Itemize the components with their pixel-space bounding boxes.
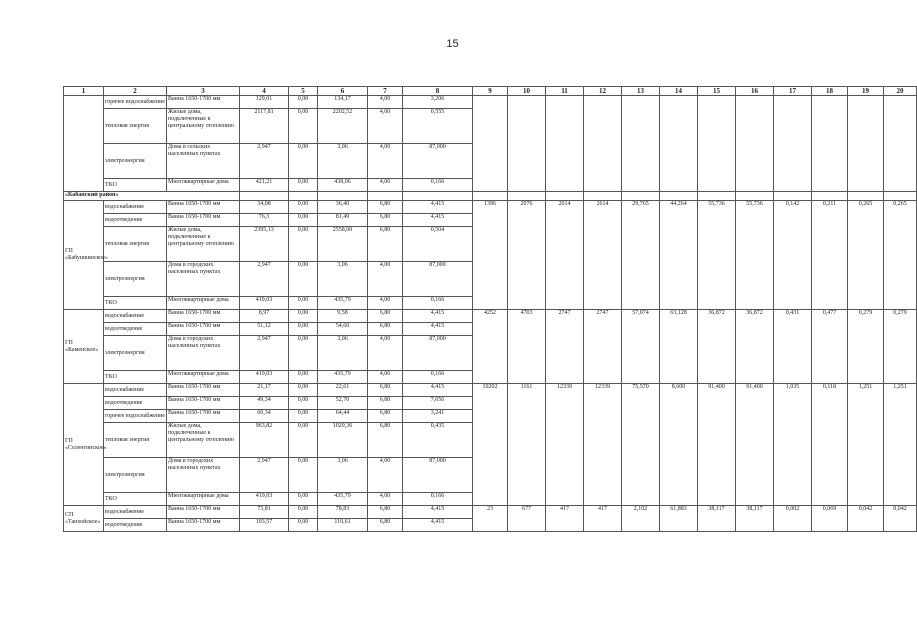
column-header: 13 xyxy=(622,87,660,96)
value-cell: 0,00 xyxy=(289,144,318,179)
table-cell xyxy=(403,192,473,201)
value-cell: 4,415 xyxy=(403,506,473,519)
stat-cell: 12339 xyxy=(584,384,622,506)
column-header: 14 xyxy=(660,87,698,96)
value-cell: 0,00 xyxy=(289,397,318,410)
value-cell: 6,80 xyxy=(368,310,403,323)
stat-cell: 2076 xyxy=(508,201,546,310)
value-cell: 0,00 xyxy=(289,384,318,397)
column-header: 20 xyxy=(884,87,917,96)
table-cell xyxy=(546,192,584,201)
column-header: 18 xyxy=(812,87,848,96)
stat-cell xyxy=(622,96,660,192)
value-cell: 6,80 xyxy=(368,323,403,336)
value-cell: 22,61 xyxy=(318,384,368,397)
stat-cell xyxy=(884,96,917,192)
value-cell: 0,00 xyxy=(289,371,318,384)
value-cell: 438,06 xyxy=(318,179,368,192)
value-cell: 3,06 xyxy=(318,144,368,179)
value-cell: 4,00 xyxy=(368,109,403,144)
stat-cell: 63,128 xyxy=(660,310,698,384)
value-cell: 3,06 xyxy=(318,262,368,297)
service-cell: водоотведение xyxy=(104,323,167,336)
stat-cell: 1161 xyxy=(508,384,546,506)
settlement-name: ГП «Бабушкинское» xyxy=(64,201,104,310)
service-cell: ТКО xyxy=(104,371,167,384)
consumer-cell: Многоквартирные дома xyxy=(167,371,240,384)
table-cell xyxy=(698,192,736,201)
consumer-cell: Ванна 1650-1700 мм xyxy=(167,519,240,532)
value-cell: 54,60 xyxy=(318,323,368,336)
stat-cell: 0,118 xyxy=(812,384,848,506)
value-cell: 6,80 xyxy=(368,506,403,519)
value-cell: 0,00 xyxy=(289,323,318,336)
value-cell: 0,00 xyxy=(289,227,318,262)
consumer-cell: Дома в городских населенных пунктах xyxy=(167,458,240,493)
table-row xyxy=(64,506,917,519)
value-cell: 4,00 xyxy=(368,371,403,384)
stat-cell: 4252 xyxy=(473,310,508,384)
stat-cell: 61,883 xyxy=(660,506,698,532)
value-cell: 6,80 xyxy=(368,201,403,214)
consumer-cell: Жилые дома, подключенные к центральному отоплению xyxy=(167,109,240,144)
stat-cell: 0,265 xyxy=(884,201,917,310)
stat-cell: 0,042 xyxy=(884,506,917,532)
column-header: 8 xyxy=(403,87,473,96)
header-row xyxy=(64,87,917,96)
table-row xyxy=(64,201,917,214)
value-cell: 3,06 xyxy=(318,458,368,493)
stat-cell: 38,117 xyxy=(698,506,736,532)
service-cell: водоснабжение xyxy=(104,310,167,323)
service-cell: ТКО xyxy=(104,493,167,506)
column-header: 4 xyxy=(240,87,289,96)
service-cell: тепловая энергия xyxy=(104,109,167,144)
stat-cell: 1,251 xyxy=(884,384,917,506)
service-cell: водоснабжение xyxy=(104,201,167,214)
value-cell: 0,00 xyxy=(289,493,318,506)
service-cell: водоотведение xyxy=(104,519,167,532)
column-header: 16 xyxy=(736,87,774,96)
value-cell: 0,166 xyxy=(403,297,473,310)
value-cell: 76,3 xyxy=(240,214,289,227)
value-cell: 6,80 xyxy=(368,410,403,423)
value-cell: 87,000 xyxy=(403,336,473,371)
value-cell: 7,656 xyxy=(403,397,473,410)
page-number: 15 xyxy=(446,38,459,50)
region-name: «Кабанский район» xyxy=(64,192,240,201)
table-cell xyxy=(318,192,368,201)
value-cell: 6,80 xyxy=(368,384,403,397)
value-cell: 0,00 xyxy=(289,519,318,532)
consumer-cell: Ванна 1650-1700 мм xyxy=(167,397,240,410)
value-cell: 4,415 xyxy=(403,310,473,323)
value-cell: 87,000 xyxy=(403,262,473,297)
value-cell: 4,00 xyxy=(368,179,403,192)
table-cell xyxy=(508,192,546,201)
value-cell: 6,80 xyxy=(368,214,403,227)
service-cell: ТКО xyxy=(104,297,167,310)
table-cell xyxy=(240,192,289,201)
value-cell: 2,947 xyxy=(240,336,289,371)
stat-cell: 2747 xyxy=(546,310,584,384)
value-cell: 0,166 xyxy=(403,493,473,506)
stat-cell: 0,265 xyxy=(848,201,884,310)
value-cell: 0,166 xyxy=(403,179,473,192)
stat-cell: 36,872 xyxy=(698,310,736,384)
stat-cell: 0,279 xyxy=(884,310,917,384)
stat-cell xyxy=(508,96,546,192)
value-cell: 419,03 xyxy=(240,493,289,506)
value-cell: 3,06 xyxy=(318,336,368,371)
column-header: 7 xyxy=(368,87,403,96)
value-cell: 0,00 xyxy=(289,96,318,109)
consumer-cell: Многоквартирные дома xyxy=(167,297,240,310)
stat-cell: 2614 xyxy=(584,201,622,310)
value-cell: 0,435 xyxy=(403,423,473,458)
service-cell: электроэнергия xyxy=(104,336,167,371)
value-cell: 4,415 xyxy=(403,323,473,336)
stat-cell: 1396 xyxy=(473,201,508,310)
settlement-name: СП «Танхойское» xyxy=(64,506,104,532)
stat-cell: 57,074 xyxy=(622,310,660,384)
column-header: 17 xyxy=(774,87,812,96)
consumer-cell: Ванна 1650-1700 мм xyxy=(167,310,240,323)
stat-cell xyxy=(660,96,698,192)
stat-cell xyxy=(584,96,622,192)
service-cell: водоснабжение xyxy=(104,506,167,519)
column-header: 1 xyxy=(64,87,104,96)
value-cell: 4,00 xyxy=(368,144,403,179)
table-cell xyxy=(584,192,622,201)
stat-cell: 0,477 xyxy=(812,310,848,384)
stat-cell: 2747 xyxy=(584,310,622,384)
stat-cell: 38,117 xyxy=(736,506,774,532)
consumer-cell: Дома в городских населенных пунктах xyxy=(167,262,240,297)
settlement-name: ГП «Каменское» xyxy=(64,310,104,384)
value-cell: 6,80 xyxy=(368,397,403,410)
value-cell: 52,70 xyxy=(318,397,368,410)
stat-cell xyxy=(736,96,774,192)
stat-cell: 75,570 xyxy=(622,384,660,506)
value-cell: 435,79 xyxy=(318,297,368,310)
value-cell: 36,40 xyxy=(318,201,368,214)
column-header: 15 xyxy=(698,87,736,96)
service-cell: электроэнергия xyxy=(104,458,167,493)
value-cell: 963,82 xyxy=(240,423,289,458)
value-cell: 51,12 xyxy=(240,323,289,336)
stat-cell: 0,431 xyxy=(774,310,812,384)
table-cell xyxy=(736,192,774,201)
value-cell: 4,415 xyxy=(403,214,473,227)
stat-cell: 0,069 xyxy=(812,506,848,532)
consumer-cell: Многоквартирные дома xyxy=(167,179,240,192)
table-cell xyxy=(884,192,917,201)
settlement-cell xyxy=(64,96,104,192)
table-row xyxy=(64,310,917,323)
column-header: 19 xyxy=(848,87,884,96)
value-cell: 9,58 xyxy=(318,310,368,323)
stat-cell: 2,102 xyxy=(622,506,660,532)
stat-cell: 55,736 xyxy=(698,201,736,310)
service-cell: тепловая энергия xyxy=(104,227,167,262)
consumer-cell: Многоквартирные дома xyxy=(167,493,240,506)
consumer-cell: Дома в городских населенных пунктах xyxy=(167,336,240,371)
column-header: 6 xyxy=(318,87,368,96)
value-cell: 0,00 xyxy=(289,336,318,371)
stat-cell: 2614 xyxy=(546,201,584,310)
consumer-cell: Ванна 1650-1700 мм xyxy=(167,384,240,397)
value-cell: 49,34 xyxy=(240,397,289,410)
value-cell: 103,57 xyxy=(240,519,289,532)
value-cell: 78,83 xyxy=(318,506,368,519)
value-cell: 4,00 xyxy=(368,262,403,297)
column-header: 2 xyxy=(104,87,167,96)
service-cell: водоотведение xyxy=(104,214,167,227)
stat-cell xyxy=(473,96,508,192)
value-cell: 0,00 xyxy=(289,410,318,423)
value-cell: 0,00 xyxy=(289,297,318,310)
service-cell: тепловая энергия xyxy=(104,423,167,458)
value-cell: 419,03 xyxy=(240,371,289,384)
value-cell: 4,415 xyxy=(403,201,473,214)
stat-cell: 677 xyxy=(508,506,546,532)
stat-cell xyxy=(546,96,584,192)
stat-cell xyxy=(774,96,812,192)
consumer-cell: Ванна 1650-1700 мм xyxy=(167,410,240,423)
value-cell: 2395,13 xyxy=(240,227,289,262)
stat-cell: 417 xyxy=(546,506,584,532)
value-cell: 4,415 xyxy=(403,384,473,397)
value-cell: 81,49 xyxy=(318,214,368,227)
stat-cell: 8,600 xyxy=(660,384,698,506)
value-cell: 1029,36 xyxy=(318,423,368,458)
value-cell: 0,00 xyxy=(289,179,318,192)
region-row xyxy=(64,192,917,201)
value-cell: 2,947 xyxy=(240,144,289,179)
column-header: 3 xyxy=(167,87,240,96)
value-cell: 0,166 xyxy=(403,371,473,384)
stat-cell: 0,002 xyxy=(774,506,812,532)
value-cell: 435,79 xyxy=(318,371,368,384)
value-cell: 110,61 xyxy=(318,519,368,532)
table-cell xyxy=(289,192,318,201)
value-cell: 2202,52 xyxy=(318,109,368,144)
column-header: 11 xyxy=(546,87,584,96)
consumer-cell: Дома в сельских населенных пунктах xyxy=(167,144,240,179)
value-cell: 0,00 xyxy=(289,310,318,323)
service-cell: электроэнергия xyxy=(104,144,167,179)
service-cell: электроэнергия xyxy=(104,262,167,297)
stat-cell: 0,142 xyxy=(774,201,812,310)
consumer-cell: Ванна 1650-1700 мм xyxy=(167,506,240,519)
consumer-cell: Ванна 1650-1700 мм xyxy=(167,201,240,214)
value-cell: 87,000 xyxy=(403,144,473,179)
stat-cell: 0,211 xyxy=(812,201,848,310)
value-cell: 129,01 xyxy=(240,96,289,109)
stat-cell: 1,251 xyxy=(848,384,884,506)
column-header: 9 xyxy=(473,87,508,96)
value-cell: 87,000 xyxy=(403,458,473,493)
service-cell: горячее водоснабжение xyxy=(104,410,167,423)
service-cell: водоснабжение xyxy=(104,384,167,397)
value-cell: 4,00 xyxy=(368,458,403,493)
value-cell: 0,504 xyxy=(403,227,473,262)
stat-cell: 0,279 xyxy=(848,310,884,384)
stat-cell xyxy=(848,96,884,192)
service-cell: ТКО xyxy=(104,179,167,192)
stat-cell: 417 xyxy=(584,506,622,532)
stat-cell: 4703 xyxy=(508,310,546,384)
value-cell: 2117,81 xyxy=(240,109,289,144)
column-header: 5 xyxy=(289,87,318,96)
value-cell: 0,00 xyxy=(289,423,318,458)
value-cell: 0,00 xyxy=(289,109,318,144)
stat-cell: 29,765 xyxy=(622,201,660,310)
value-cell: 34,08 xyxy=(240,201,289,214)
value-cell: 6,80 xyxy=(368,227,403,262)
table-cell xyxy=(368,192,403,201)
service-cell: водоотведение xyxy=(104,397,167,410)
stat-cell: 12339 xyxy=(546,384,584,506)
value-cell: 0,00 xyxy=(289,262,318,297)
tariff-table xyxy=(63,86,917,532)
value-cell: 419,03 xyxy=(240,297,289,310)
table-cell xyxy=(660,192,698,201)
value-cell: 0,00 xyxy=(289,201,318,214)
value-cell: 134,17 xyxy=(318,96,368,109)
value-cell: 4,00 xyxy=(368,336,403,371)
value-cell: 4,00 xyxy=(368,297,403,310)
consumer-cell: Ванна 1650-1700 мм xyxy=(167,96,240,109)
value-cell: 60,34 xyxy=(240,410,289,423)
value-cell: 435,79 xyxy=(318,493,368,506)
value-cell: 4,415 xyxy=(403,519,473,532)
value-cell: 0,00 xyxy=(289,458,318,493)
table-cell xyxy=(812,192,848,201)
value-cell: 2,947 xyxy=(240,458,289,493)
settlement-name: ГП «Селенгинское» xyxy=(64,384,104,506)
value-cell: 3,206 xyxy=(403,96,473,109)
value-cell: 0,555 xyxy=(403,109,473,144)
table-row xyxy=(64,96,917,109)
stat-cell: 44,264 xyxy=(660,201,698,310)
stat-cell: 91,400 xyxy=(736,384,774,506)
value-cell: 3,241 xyxy=(403,410,473,423)
stat-cell: 55,736 xyxy=(736,201,774,310)
table-row xyxy=(64,384,917,397)
consumer-cell: Жилые дома, подключенные к центральному отоплению xyxy=(167,423,240,458)
table-cell xyxy=(774,192,812,201)
stat-cell: 1,035 xyxy=(774,384,812,506)
column-header: 10 xyxy=(508,87,546,96)
value-cell: 2,947 xyxy=(240,262,289,297)
value-cell: 4,00 xyxy=(368,96,403,109)
column-header: 12 xyxy=(584,87,622,96)
value-cell: 21,17 xyxy=(240,384,289,397)
value-cell: 6,80 xyxy=(368,423,403,458)
stat-cell xyxy=(812,96,848,192)
value-cell: 4,00 xyxy=(368,493,403,506)
value-cell: 8,97 xyxy=(240,310,289,323)
stat-cell xyxy=(698,96,736,192)
consumer-cell: Жилые дома, подключенные к центральному отоплению xyxy=(167,227,240,262)
table-cell xyxy=(848,192,884,201)
value-cell: 421,21 xyxy=(240,179,289,192)
table-cell xyxy=(473,192,508,201)
stat-cell: 36,872 xyxy=(736,310,774,384)
service-cell: горячее водоснабжение xyxy=(104,96,167,109)
table-cell xyxy=(622,192,660,201)
stat-cell: 10202 xyxy=(473,384,508,506)
value-cell: 64,44 xyxy=(318,410,368,423)
stat-cell: 0,042 xyxy=(848,506,884,532)
value-cell: 0,00 xyxy=(289,214,318,227)
value-cell: 0,00 xyxy=(289,506,318,519)
consumer-cell: Ванна 1650-1700 мм xyxy=(167,323,240,336)
stat-cell: 91,400 xyxy=(698,384,736,506)
consumer-cell: Ванна 1650-1700 мм xyxy=(167,214,240,227)
value-cell: 73,81 xyxy=(240,506,289,519)
value-cell: 2558,00 xyxy=(318,227,368,262)
stat-cell: 23 xyxy=(473,506,508,532)
value-cell: 6,80 xyxy=(368,519,403,532)
